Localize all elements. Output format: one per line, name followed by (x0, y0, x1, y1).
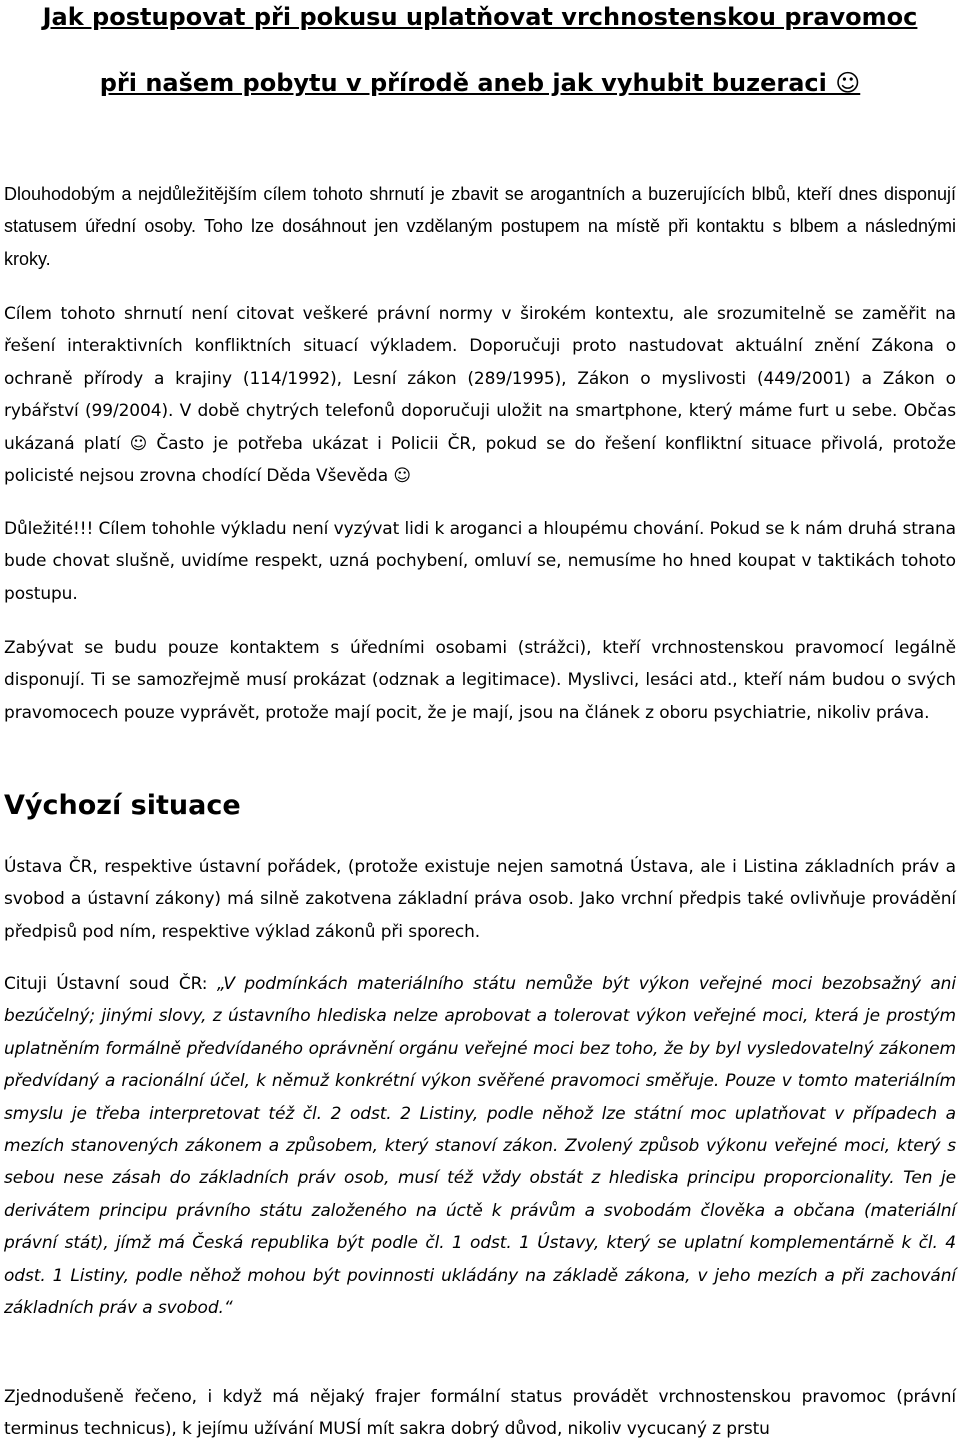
officials-paragraph: Zabývat se budu pouze kontaktem s úředními osobami (strážci), kteří vrchnostenskou pravomocí legálně disponují. Ti se samozřejmě musí prokázat (odznak a legitimace). Myslivci, lesáci atd., kteří nám budou o svých pravomocech pouze vyprávět, protože mají pocit, že je mají, jsou na článek z oboru psychiatrie, nikoliv práva. (4, 638, 956, 723)
court-quote-paragraph (4, 968, 956, 1324)
scope-paragraph: Cílem tohoto shrnutí není citovat veškeré právní normy v širokém kontextu, ale srozumitelně se zaměřit na řešení interaktivních konfliktních situací výkladem. Doporučuji proto nastudovat aktuální znění Zákona o ochraně přírody a krajiny (114/1992), Lesní zákon (289/1995), Zákon o myslivosti (449/2001) a Zákon o rybářství (99/2004). V době chytrých telefonů doporučuji uložit na smartphone, který máme furt u sebe. Občas ukázaná platí ☺ Často je potřeba ukázat i Policii ČR, pokud se do řešení konfliktní situace přivolá, protože policisté nejsou zrovna chodící Děda Vševěda ☺ (4, 304, 956, 487)
constitution-paragraph: Ústava ČR, respektive ústavní pořádek, (protože existuje nejen samotná Ústava, ale i Listina základních práv a svobod a ústavní zákony) má silně zakotvena základní práva osob. Jako vrchní předpis také ovlivňuje provádění předpisů pod ním, respektive výklad zákonů při sporech. (4, 857, 956, 942)
important-paragraph: Důležité!!! Cílem tohohle výkladu není vyzývat lidi k aroganci a hloupému chování. Pokud se k nám druhá strana bude chovat slušně, uvidíme respekt, uzná pochybení, omluví se, nemusíme ho hned koupat v taktikách tohoto postupu. (4, 519, 956, 604)
document-title-line-1: Jak postupovat při pokusu uplatňovat vrchnostenskou pravomoc (42, 3, 918, 31)
intro-paragraph: Dlouhodobým a nejdůležitějším cílem tohoto shrnutí je zbavit se arogantních a buzerujících blbů, kteří dnes disponují statusem úřední osoby. Toho lze dosáhnout jen vzdělaným postupem na místě při kontaktu s blbem a následnými kroky. (4, 184, 956, 269)
court-quote-intro: Cituji Ústavní soud ČR: (4, 974, 217, 994)
court-quote-text: „V podmínkách materiálního státu nemůže být výkon veřejné moci bezobsažný ani bezúčelný; jinými slovy, z ústavního hlediska nelze aprobovat a tolerovat výkon veřejné moci, která je prostým uplatněním formálně předvídaného oprávnění orgánu veřejné moci bez toho, že by byl vysledovatelný zákonem předvídaný a racionální účel, k němuž konkrétní výkon svěřené pravomoci směřuje. Pouze v tomto materiálním smyslu je třeba interpretovat též čl. 2 odst. 2 Listiny, podle něhož lze státní moc uplatňovat v případech a mezích stanovených zákonem a způsobem, který stanoví zákon. Zvolený způsob výkonu veřejné moci, který s sebou nese zásah do základních práv osob, musí též vždy obstát z hlediska principu proporcionality. Ten je derivátem principu právního státu založeného na úctě k právům a svobodám člověka a občana (materiální právní stát), jímž má Česká republika být podle čl. 1 odst. 1 Ústavy, který se uplatní komplementárně k čl. 4 odst. 1 Listiny, podle něhož mohou být povinnosti ukládány na základě zákona, v jeho mezích a při zachování základních práv a svobod.“ (4, 974, 956, 1319)
document-title-line-2: při našem pobytu v přírodě aneb jak vyhubit buzeraci ☺ (99, 69, 861, 97)
summary-paragraph: Zjednodušeně řečeno, i když má nějaký frajer formální status provádět vrchnostenskou pravomoc (právní terminus technicus), k jejímu užívání MUSÍ mít sakra dobrý důvod, nikoliv vycucaný z prstu (4, 1387, 956, 1440)
section-heading: Výchozí situace (4, 790, 241, 821)
